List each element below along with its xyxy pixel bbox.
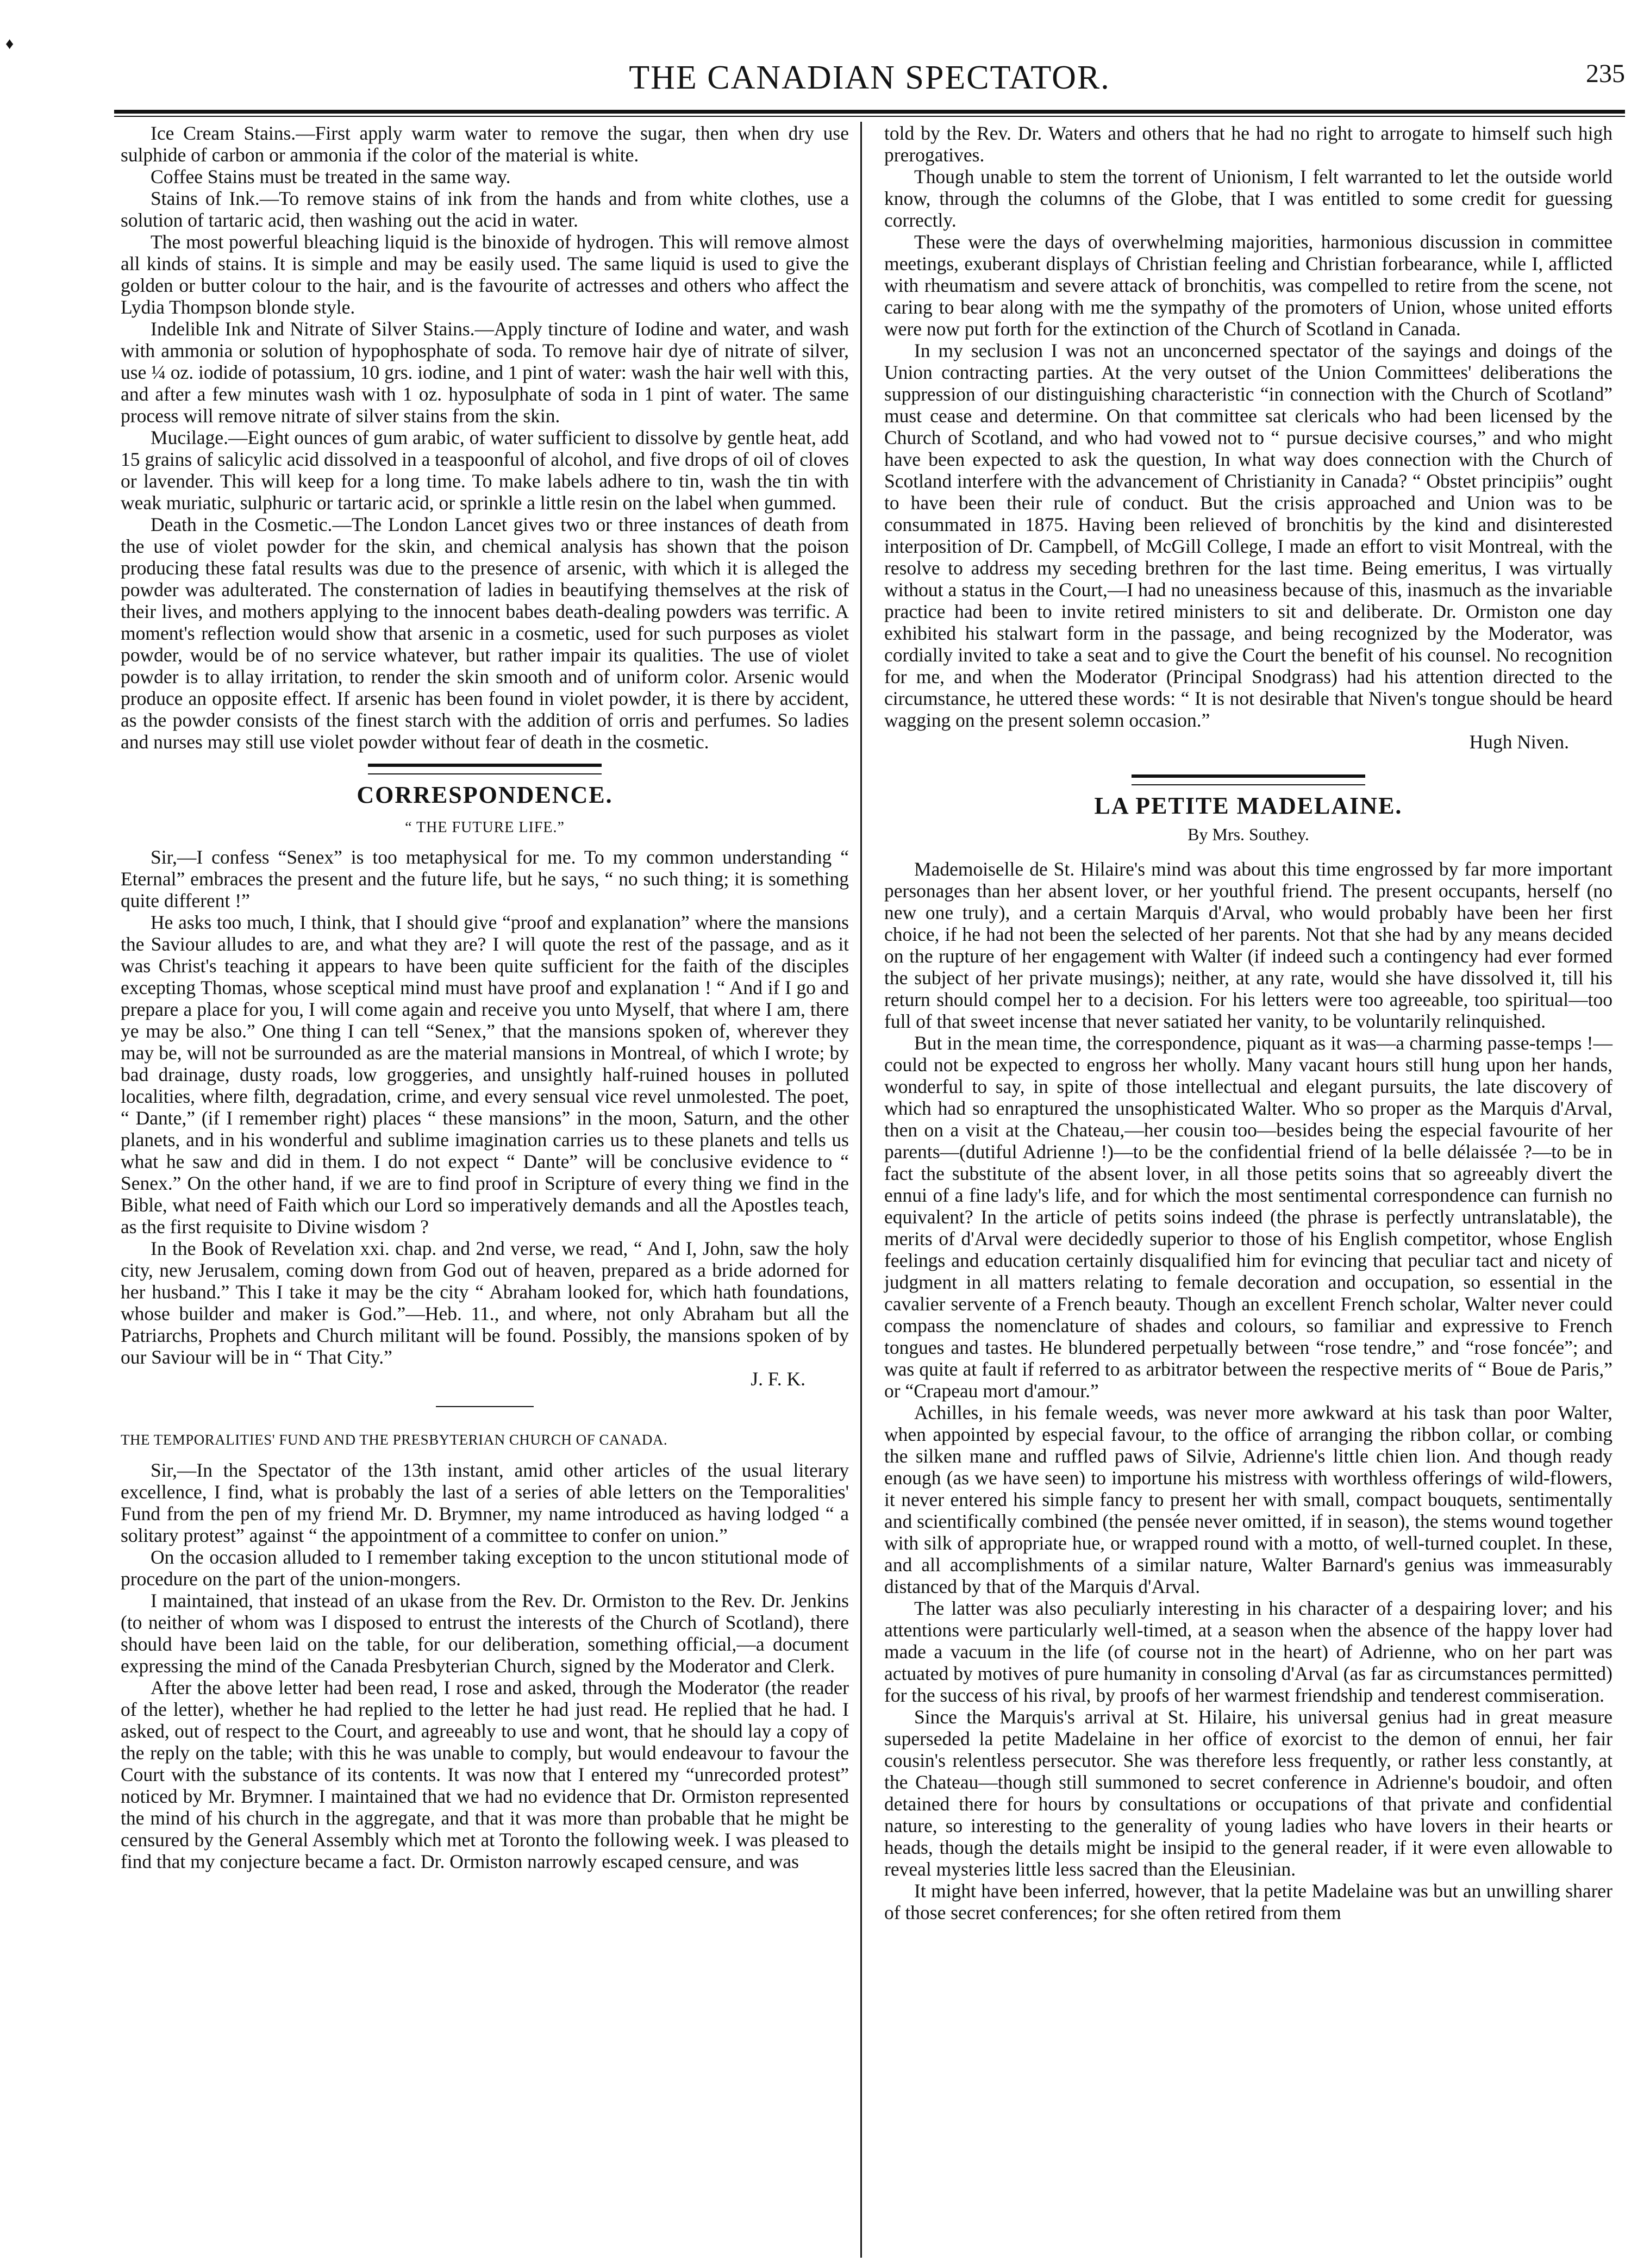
letter-signature: J. F. K. (751, 1368, 805, 1390)
letter-paragraph: Sir,—I confess “Senex” is too metaphysical for me. To my common understanding “ Eternal” embraces the present and the future life, but he says, “ no such thing; it is something quite different !” (121, 846, 849, 911)
section-rule-thick (368, 764, 602, 767)
letter-separator-rule (436, 1406, 534, 1407)
letter-paragraph: On the occasion alluded to I remember taking exception to the uncon stitutional mode of procedure on the part of the union-mongers. (121, 1546, 849, 1590)
page-header (114, 59, 1625, 113)
letter-paragraph: Sir,—In the Spectator of the 13th instant, amid other articles of the usual literary excellence, I find, what is probably the last of a series of able letters on the Temporalities' Fund from the pen of my friend Mr. D. Brymner, my name introduced as having lodged “ a solitary protest” against “ the appointment of a committee to confer on union.” (121, 1459, 849, 1546)
story-byline: By Mrs. Southey. (1188, 824, 1309, 844)
section-title: CORRESPONDENCE. (357, 782, 613, 808)
paragraph-mucilage: Mucilage.—Eight ounces of gum arabic, of water sufficient to dissolve by gentle heat, add 15 grains of salicylic acid dissolved in a teaspoonful of alcohol, and five drops of oil of cloves or lavender. This will keep for a long time. To make labels adhere to tin, wash the tin with weak muriatic, sulphuric or tartaric acid, or sprinkle a little resin on the label when gummed. (121, 427, 849, 514)
header-rule-thick (114, 110, 1625, 114)
header-rule-thin (114, 116, 1625, 117)
paragraph-coffee-stains: Coffee Stains must be treated in the same way. (151, 166, 511, 188)
story-section-header (884, 774, 1612, 817)
margin-mark: ♦ (5, 35, 14, 53)
page-title: THE CANADIAN SPECTATOR. (629, 59, 1110, 96)
letter-paragraph: He asks too much, I think, that I should give “proof and explanation” where the mansions the Saviour alludes to are, and what they are? I will quote the rest of the passage, and as it was Christ's teaching it appears to have been quite sufficient for the faith of the disciples excepting Thomas, whose sceptical mind must have proof and explanation ! “ And if I go and prepare a place for you, I will come again and receive you unto Myself, that where I am, there ye may be also.” One thing I can tell “Senex,” that the mansions spoken of, wherever they may be, will not be surrounded as are the material mansions in Montreal, of which I wrote; by bad drainage, dusty roads, low groggeries, and unsightly half-ruined houses in polluted localities, where filth, degradation, crime, and every sensual vice revel unmolested. The poet, “ Dante,” (if I remember right) places “ these mansions” in the moon, Saturn, and the other planets, and in his wonderful and sublime imagination carries us to these planets and tells us what he saw and did in them. I do not expect “ Dante” will be conclusive evidence to “ Senex.” On the other hand, if we are to find proof in Scripture of every thing we find in the Bible, what need of Faith which our Lord so imperatively demands and all the Apostles teach, as the first requisite to Divine wisdom ? (121, 911, 849, 1238)
story-paragraph: Since the Marquis's arrival at St. Hilaire, his universal genius had in great measure superseded la petite Madelaine in her office of exorcist to the demon of ennui, her fair cousin's relentless persecutor. She was therefore less frequently, or rather less constantly, at the Chateau—though still summoned to secret conference in Adrienne's boudoir, and often detained there for hours by consultations or occupations of that private and confidential nature, so interesting to the generality of young ladies who have lovers in their hearts or heads, though the details might be insipid to the general reader, if it were even allowable to reveal mysteries little less sacred than the Eleusinian. (884, 1706, 1612, 1880)
letter-paragraph: I maintained, that instead of an ukase from the Rev. Dr. Ormiston to the Rev. Dr. Jenkins (to neither of whom was I disposed to entrust the interests of the Church of Scotland), there should have been laid on the table, for our deliberation, something official,—a document expressing the mind of the Canada Presbyterian Church, signed by the Moderator and Clerk. (121, 1590, 849, 1677)
story-paragraph: The latter was also peculiarly interesting in his character of a despairing lover; and his attentions were particularly well-timed, at a season when the absence of the happy lover had made a vacuum in the life (of course not in the heart) of Adrienne, who on her part was actuated by motives of pure humanity in consoling d'Arval (as far as circumstances permitted) for the success of his rival, by proofs of her warmest friendship and tenderest commiseration. (884, 1597, 1612, 1706)
column-divider (860, 122, 862, 2258)
story-paragraph: Mademoiselle de St. Hilaire's mind was about this time engrossed by far more important personages than her absent lover, or her youthful friend. The present occupants, herself (no new one truly), and a certain Marquis d'Arval, who would probably have been her first choice, if he had not been the selected of her parents. Not that she had by any means decided on the rupture of her engagement with Walter (if indeed such a contingency had ever formed the subject of her private musings); neither, at any rate, would she have dissolved it, till his return should compel her to a decision. For his letters were too agreeable, too spiritual—too full of that sweet incense that never satiated her vanity, to be voluntarily relinquished. (884, 858, 1612, 1032)
letter-paragraph: These were the days of overwhelming majorities, harmonious discussion in committee meetings, exuberant displays of Christian feeling and Christian forbearance, while I, afflicted with rheumatism and severe attack of bronchitis, was compelled to retire from the scene, not caring to bear along with me the sympathy of the promoters of Union, whose united efforts were now put forth for the extinction of the Church of Scotland in Canada. (884, 231, 1612, 340)
letter-signature: Hugh Niven. (1469, 731, 1569, 753)
paragraph-indelible-ink: Indelible Ink and Nitrate of Silver Stains.—Apply tincture of Iodine and water, and wash with ammonia or solution of hypophosphate of soda. To remove hair dye of nitrate of silver, use ¼ oz. iodide of potassium, 10 grs. iodine, and 1 pint of water: wash the hair well with this, and after a few minutes wash with 1 oz. hyposulphate of soda in 1 pint of water. The same process will remove nitrate of silver stains from the skin. (121, 318, 849, 427)
letter-title-future-life: “ THE FUTURE LIFE.” (405, 819, 565, 836)
story-paragraph: But in the mean time, the correspondence, piquant as it was—a charming passe-temps !—could not be expected to engross her wholly. Many vacant hours still hung upon her hands, wonderful to say, in spite of those intellectual and elegant pursuits, the late discovery of which had so enraptured the unsophisticated Walter. Who so proper as the Marquis d'Arval, then on a visit at the Chateau,—her cousin too—besides being the especial favourite of her parents—(dutiful Adrienne !)—to be the confidential friend of la belle délaissée ?—to be in fact the substitute of the absent lover, in all those petits soins that so agreeably divert the ennui of a fine lady's life, and for which the most sentimental correspondence can furnish no equivalent? In the article of petits soins indeed (the phrase is perfectly untranslatable), the merits of d'Arval were decidedly superior to those of his English competitor, whose English feelings and education certainly disqualified him for evincing that peculiar tact and nicety of judgment in all matters relating to female decoration and occupation, so essential in the cavalier servente of a French beauty. Though an excellent French scholar, Walter never could compass the nomenclature of shades and colours, so familiar and expressive to French tongues and tastes. He blundered perpetually between “rose tendre,” and “rose foncée”; and was quite at fault if referred to as arbitrator between the respective merits of “ Boue de Paris,” or “Crapeau mort d'amour.” (884, 1032, 1612, 1402)
paragraph-ink-stains: Stains of Ink.—To remove stains of ink from the hands and from white clothes, use a solution of tartaric acid, then washing out the acid in water. (121, 188, 849, 231)
section-rule-thick (1132, 774, 1365, 778)
letter-paragraph: In the Book of Revelation xxi. chap. and 2nd verse, we read, “ And I, John, saw the holy city, new Jerusalem, coming down from God out of heaven, prepared as a bride adorned for her husband.” This I take it may be the city “ Abraham looked for, which hath foundations, whose builder and maker is God.”—Heb. 11., and where, not only Abraham but all the Patriarchs, Prophets and Church militant will be found. Possibly, the mansions spoken of by our Saviour will be in “ That City.” (121, 1238, 849, 1368)
story-paragraph: Achilles, in his female weeds, was never more awkward at his task than poor Walter, when appointed by especial favour, to the office of arranging the ribbon collar, or combing the silken mane and ruffled paws of Silvie, Adrienne's little chien lion. And though ready enough (as we have seen) to importune his mistress with worthless offerings of wild-flowers, it never entered his simple fancy to present her with small, compact bouquets, sentimentally and scientifically combined (the pensée never omitted, if in season), the stems wound together with silk of appropriate hue, or wrapped round with a motto, of well-turned couplet. In these, and all accomplishments of a similar nature, Walter Barnard's genius was immeasurably distanced by that of the Marquis d'Arval. (884, 1402, 1612, 1597)
letter-continuation: told by the Rev. Dr. Waters and others that he had no right to arrogate to himself such high prerogatives. (884, 122, 1612, 166)
letter-paragraph: Though unable to stem the torrent of Unionism, I felt warranted to let the outside world know, through the columns of the Globe, that I was entitled to some credit for guessing correctly. (884, 166, 1612, 231)
story-paragraph: It might have been inferred, however, that la petite Madelaine was but an unwilling sharer of those secret conferences; for she often retired from them (884, 1880, 1612, 1923)
paragraph-ice-cream-stains: Ice Cream Stains.—First apply warm water to remove the sugar, then when dry use sulphide of carbon or ammonia if the color of the material is white. (121, 122, 849, 166)
letter-title-temporalities-fund: THE TEMPORALITIES' FUND AND THE PRESBYTERIAN CHURCH OF CANADA. (121, 1432, 668, 1448)
story-title: LA PETITE MADELAINE. (1094, 792, 1403, 819)
letter-paragraph: After the above letter had been read, I rose and asked, through the Moderator (the reader of the letter), whether he had replied to the letter he had just read. He replied that he had. I asked, out of respect to the Court, and agreeably to use and wont, that he should lay a copy of the reply on the table; with this he was unable to comply, but would endeavour to favour the Court with the substance of its contents. It was now that I entered my “unrecorded protest” noticed by Mr. Brymner. I maintained that we had no evidence that Dr. Ormiston represented the mind of his church in the aggregate, and that it was more than probable that he might be censured by the General Assembly which met at Toronto the following week. I was pleased to find that my conjecture became a fact. Dr. Ormiston narrowly escaped censure, and was (121, 1677, 849, 1872)
letter-paragraph: In my seclusion I was not an unconcerned spectator of the sayings and doings of the Union contracting parties. At the very outset of the Union Committees' deliberations the suppression of our distinguishing characteristic “in connection with the Church of Scotland” must cease and determine. On that committee sat clericals who had been licensed by the Church of Scotland, and who had vowed not to “ pursue decisive courses,” and who might have been expected to ask the question, In what way does connection with the Church of Scotland interfere with the advancement of Christianity in Canada? “ Obstet principiis” ought to have been their rule of conduct. But the crisis approached and Union was to be consummated in 1875. Having been relieved of bronchitis by the kind and disinterested interposition of Dr. Campbell, of McGill College, I made an effort to visit Montreal, with the resolve to address my seceding brethren for the last time. Being emeritus, I was virtually without a status in the Court,—I had no uneasiness because of this, inasmuch as the invariable practice had been to invite retired ministers to sit and deliberate. Dr. Ormiston one day exhibited his stalwart form in the passage, and being recognized by the Moderator, was cordially invited to take a seat and to give the Court the benefit of his counsel. No recognition for me, and when the Moderator (Principal Snodgrass) had his attention directed to the circumstance, he uttered these words: “ It is not desirable that Niven's tongue should be heard wagging on the present solemn occasion.” (884, 340, 1612, 731)
paragraph-bleaching-liquid: The most powerful bleaching liquid is the binoxide of hydrogen. This will remove almost all kinds of stains. It is simple and may be easily used. The same liquid is used to give the golden or butter colour to the hair, and is the favourite of actresses and others who affect the Lydia Thompson blonde style. (121, 231, 849, 318)
page-number: 235 (1586, 59, 1625, 88)
correspondence-section-header (121, 764, 849, 806)
section-rule-thin (1132, 784, 1365, 785)
paragraph-death-in-cosmetic: Death in the Cosmetic.—The London Lancet gives two or three instances of death from the use of violet powder for the skin, and chemical analysis has shown that the poison producing these fatal results was due to the presence of arsenic, with which it is alleged the powder was adulterated. The consternation of ladies in beautifying themselves at the risk of their lives, and mothers applying to the innocent babes death-dealing powders was terrific. A moment's reflection would show that arsenic in a cosmetic, used for such purposes as violet powder, would be of no service whatever, but rather impair its qualities. The use of violet powder is to allay irritation, to render the skin smooth and of uniform color. Arsenic would produce an opposite effect. If arsenic has been found in violet powder, it is there by accident, as the powder consists of the finest starch with the addition of orris and perfumes. So ladies and nurses may still use violet powder without fear of death in the cosmetic. (121, 514, 849, 753)
section-rule-thin (368, 773, 602, 774)
left-column (121, 122, 849, 1872)
right-column (884, 122, 1612, 1923)
